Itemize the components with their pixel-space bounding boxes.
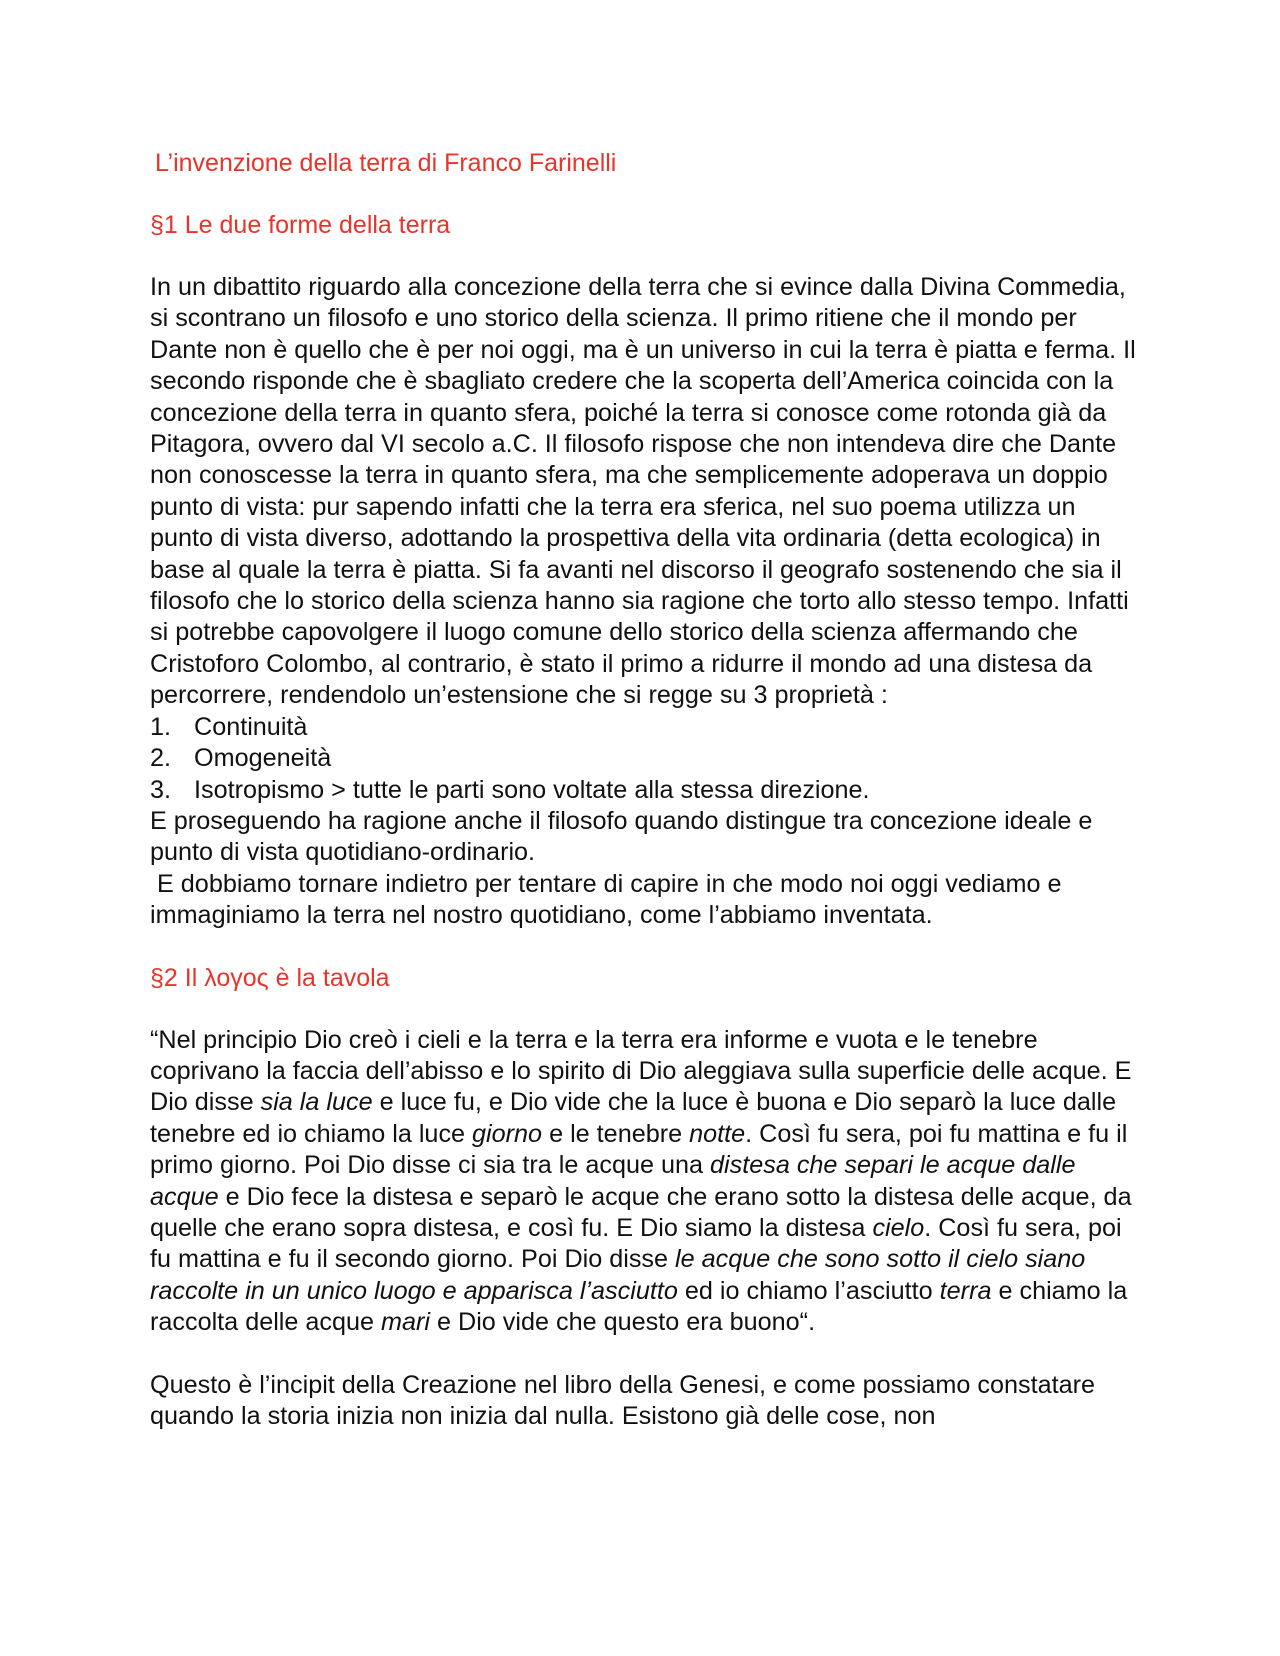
quote-emphasis: distesa che separi le acque dalle acque [150,1151,1076,1211]
quote-emphasis: mari [381,1308,431,1337]
list-item-number: 1. [150,712,172,741]
section-1-heading: §1 Le due forme della terra [150,211,451,239]
list-item-text: Continuità [194,712,308,741]
genesis-quote [150,1025,1140,1339]
list-item-text: Omogeneità [194,744,332,773]
quote-text: “Nel principio Dio creò i cieli e la terra e la terra era informe e vuota e le tenebre coprivano la faccia dell’abisso e lo spirito di Dio aleggiava sulla superficie delle acque. E Dio disse [150,1025,1132,1117]
quote-text: e chiamo la raccolta delle acque [150,1276,1128,1337]
quote-text: e luce fu, e Dio vide che la luce è buona e Dio separò la luce dalle tenebre ed io chiamo la luce [150,1088,1117,1148]
quote-text: . Così fu sera, poi fu mattina e fu il secondo giorno. Poi Dio disse [150,1213,1122,1274]
list-item [150,743,1140,774]
list-item [150,712,1140,743]
quote-text: e Dio fece la distesa e separò le acque che erano sotto la distesa delle acque, da quelle che erano sopra distesa, e così fu. E Dio siamo la distesa [150,1182,1132,1242]
section-1-continuation: E proseguendo ha ragione anche il filosofo quando distingue tra concezione ideale e punto di vista quotidiano-ordinario. [150,806,1093,867]
quote-emphasis: notte [689,1119,746,1148]
quote-emphasis: terra [939,1276,992,1305]
document-page [150,148,1140,1432]
list-item-number: 2. [150,744,172,773]
list-item-number: 3. [150,775,172,804]
section-1-paragraph: In un dibattito riguardo alla concezione della terra che si evince dalla Divina Commedia, si scontrano un filosofo e uno storico della scienza. Il primo ritiene che il mondo per Dante non è quello che è per noi oggi, ma è un universo in cui la terra è piatta e ferma. Il secondo risponde che è sbagliato credere che la scoperta dell’America coincida con la concezione della terra in quanto sfera, poiché la terra si conosce come rotonda già da Pitagora, ovvero dal VI secolo a.C. Il filosofo rispose che non intendeva dire che Dante non conoscesse la terra in quanto sfera, ma che semplicemente adoperava un doppio punto di vista: pur sapendo infatti che la terra era sferica, nel suo poema utilizza un punto di vista diverso, adottando la prospettiva della vita ordinaria (detta ecologica) in base al quale la terra è piatta. Si fa avanti nel discorso il geografo sostenendo che sia il filosofo che lo storico della scienza hanno sia ragione che torto allo stesso tempo. Infatti si potrebbe capovolgere il luogo comune dello storico della scienza affermando che Cristoforo Colombo, al contrario, è stato il primo a ridurre il mondo ad una distesa da percorrere, rendendolo un’estensione che si regge su 3 proprietà : [150,273,1136,710]
section-2-heading: §2 Il λογος è la tavola [150,963,390,992]
list-item [150,775,1140,806]
document-title: L’invenzione della terra di Franco Farinelli [155,149,617,177]
quote-emphasis: giorno [472,1119,543,1148]
list-item-text: Isotropismo > tutte le parti sono voltate alla stessa direzione. [194,775,870,804]
quote-text: ed io chiamo l’asciutto [677,1276,940,1305]
quote-text: . Così fu sera, poi fu mattina e fu il primo giorno. Poi Dio disse ci sia tra le acque una [150,1119,1128,1180]
quote-text: e le tenebre [542,1119,690,1148]
properties-list [150,712,1140,806]
section-2-closing-paragraph: Questo è l’incipit della Creazione nel libro della Genesi, e come possiamo constatare quando la storia inizia non inizia dal nulla. Esistono già delle cose, non [150,1370,1096,1430]
quote-emphasis: cielo [872,1213,925,1242]
quote-emphasis: sia la luce [260,1088,373,1117]
quote-text: e Dio vide che questo era buono“. [430,1308,816,1337]
quote-emphasis: le acque che sono sotto il cielo siano raccolte in un unico luogo e apparisca l’asciutto [150,1245,1086,1305]
section-1-conclusion: E dobbiamo tornare indietro per tentare di capire in che modo noi oggi vediamo e immaginiamo la terra nel nostro quotidiano, come l’abbiamo inventata. [150,869,1069,930]
